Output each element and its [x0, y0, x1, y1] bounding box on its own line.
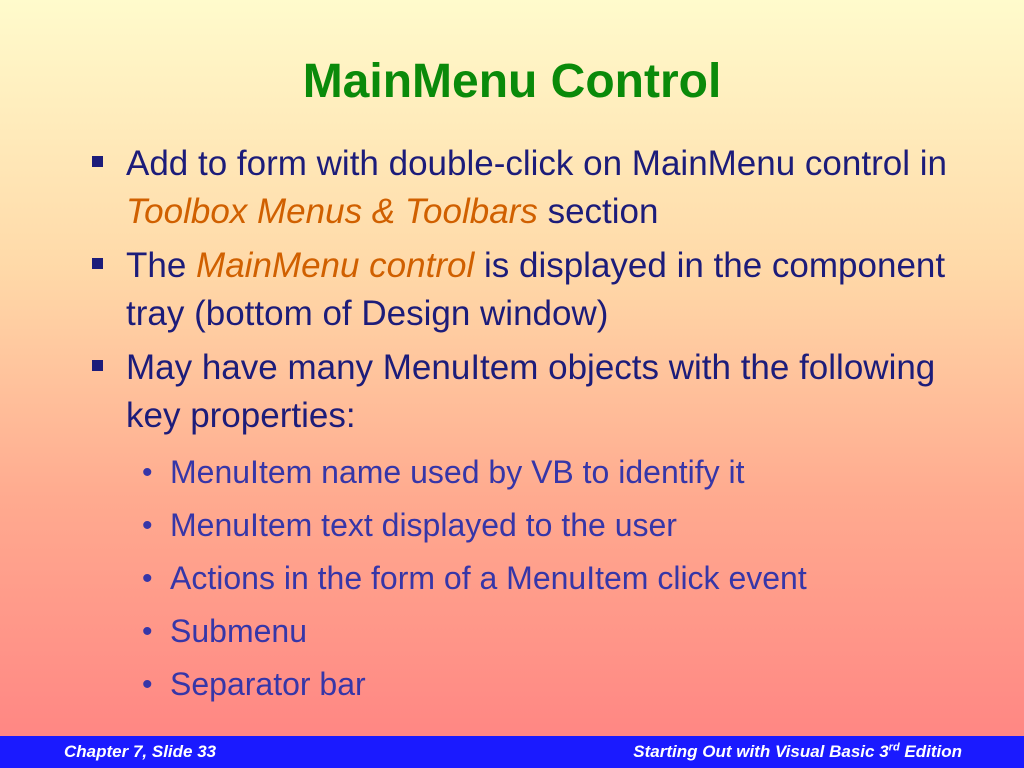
square-bullet-icon — [92, 258, 103, 269]
dot-bullet-icon: • — [142, 668, 153, 701]
sub-bullet-item — [140, 658, 988, 711]
dot-bullet-icon: • — [142, 562, 153, 595]
bullet-item — [88, 242, 988, 338]
bullet-item — [88, 140, 988, 236]
footer-title-superscript: rd — [888, 741, 900, 754]
sub-bullet-item — [140, 499, 988, 552]
bullet-text: Add to form with double-click on MainMenu control in — [126, 144, 947, 183]
sub-bullet-item — [140, 552, 988, 605]
sub-bullet-text: MenuItem text displayed to the user — [170, 507, 677, 543]
slide-title: MainMenu Control — [302, 55, 722, 108]
sub-bullet-text: Actions in the form of a MenuItem click event — [170, 560, 807, 596]
bullet-text: is displayed in the component tray (bottom of Design window) — [126, 246, 946, 333]
dot-bullet-icon: • — [142, 456, 153, 489]
bullet-emphasis: Toolbox Menus & Toolbars — [126, 192, 538, 231]
bullet-text: section — [537, 192, 659, 231]
dot-bullet-icon: • — [142, 615, 153, 648]
footer-book-title — [633, 742, 962, 762]
sub-bullet-item — [140, 605, 988, 658]
bullet-item — [88, 344, 988, 440]
square-bullet-icon — [92, 156, 103, 167]
sub-bullet-text: Separator bar — [170, 666, 366, 702]
sub-bullet-text: MenuItem name used by VB to identify it — [170, 454, 745, 490]
bullet-text: The — [126, 246, 197, 285]
dot-bullet-icon: • — [142, 509, 153, 542]
sub-bullet-item — [140, 446, 988, 499]
bullet-emphasis: MainMenu control — [196, 246, 475, 285]
square-bullet-icon — [92, 360, 103, 371]
footer-title-text: Starting Out with Visual Basic 3 — [633, 742, 889, 761]
sub-bullet-text: Submenu — [170, 613, 307, 649]
footer-bar — [0, 736, 1024, 768]
sub-bullet-list — [140, 446, 988, 711]
bullet-text: May have many MenuItem objects with the following key properties: — [126, 348, 936, 435]
bullet-list — [88, 140, 988, 711]
footer-title-suffix: Edition — [899, 742, 962, 761]
footer-slide-number: Chapter 7, Slide 33 — [64, 742, 217, 761]
